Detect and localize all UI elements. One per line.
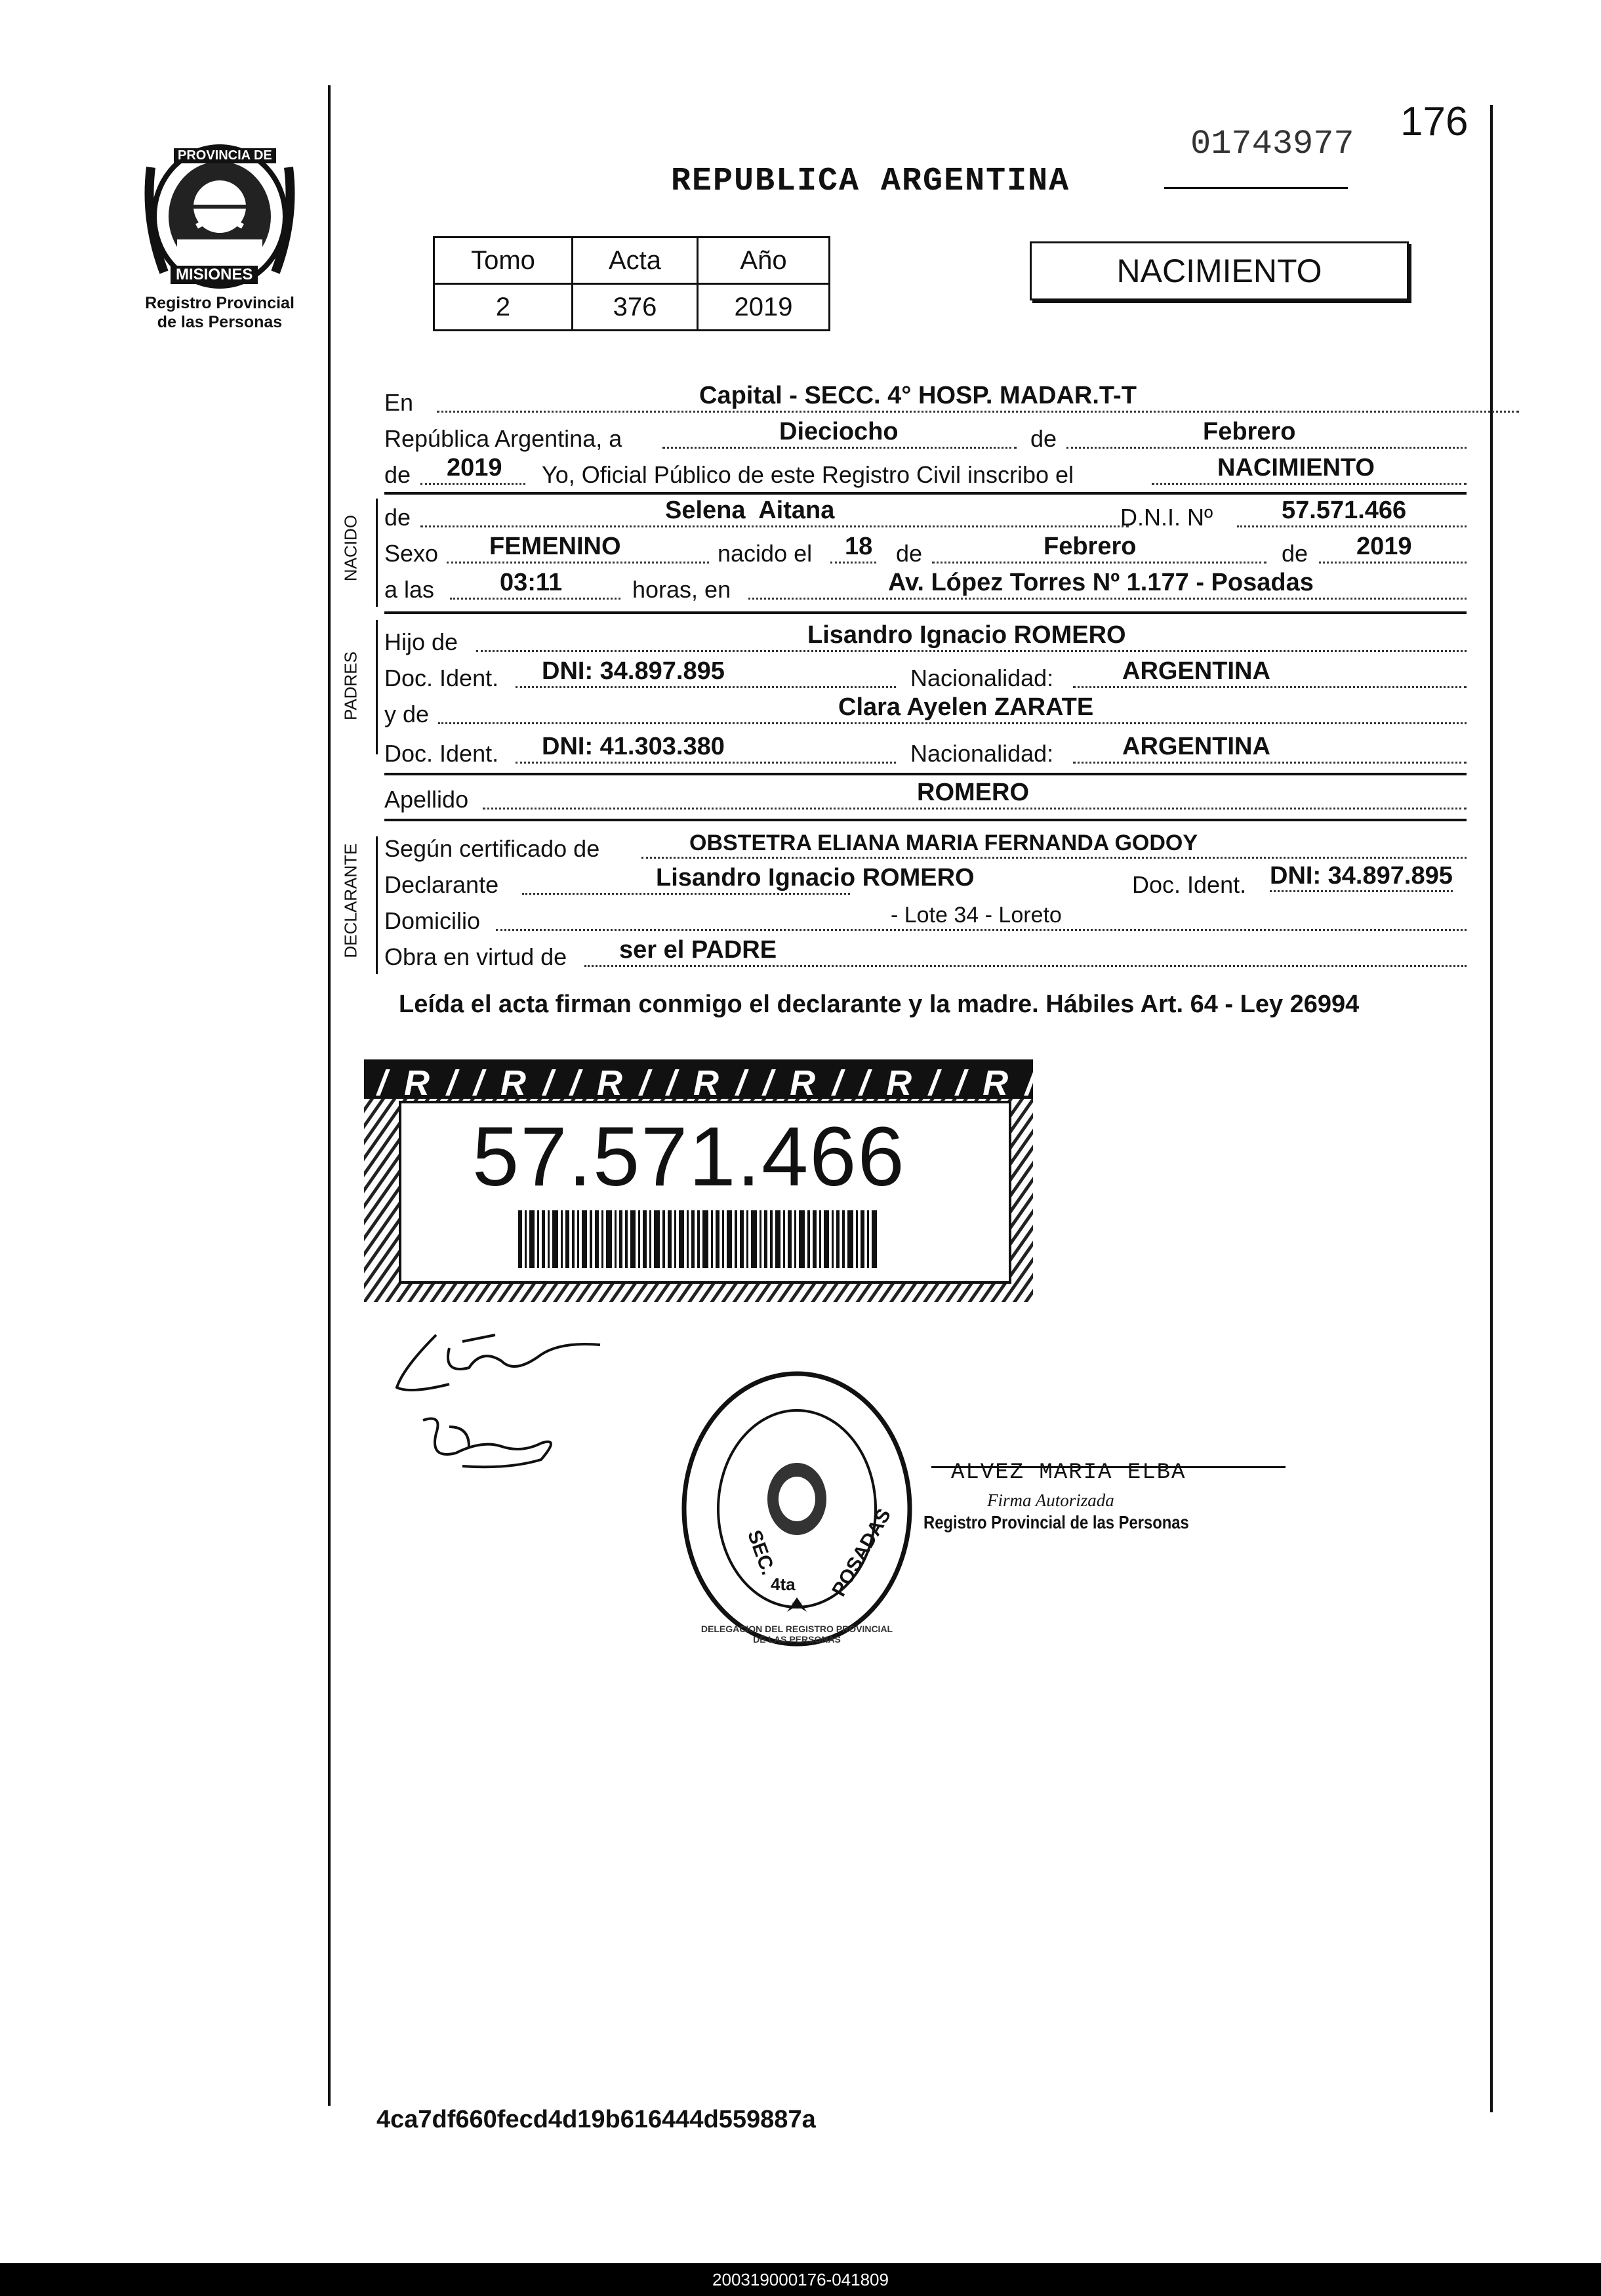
- de-label: de: [1282, 540, 1308, 567]
- seal-ring-text: DELEGACION DEL REGISTRO PROVINCIAL DE LAS PERSONAS: [700, 1624, 893, 1645]
- republica-label: República Argentina, a: [384, 425, 622, 452]
- sticker-pattern-4: /R/: [666, 1063, 763, 1103]
- hijo-de-label: Hijo de: [384, 628, 458, 655]
- row-en: [384, 384, 1467, 417]
- dotted-line: [1237, 525, 1467, 527]
- dotted-line: [641, 857, 1467, 859]
- serial-number: 01743977: [1190, 125, 1354, 163]
- declarante-label: Declarante: [384, 871, 499, 898]
- section-divider: [384, 492, 1467, 495]
- sticker-dni-number: 57.571.466: [472, 1110, 906, 1204]
- de-label: de: [896, 540, 923, 567]
- dotted-line: [516, 686, 896, 688]
- dotted-line: [932, 562, 1267, 564]
- month-value: Febrero: [1203, 418, 1296, 445]
- table-header-tomo: Tomo: [434, 237, 573, 284]
- dotted-line: [447, 562, 709, 564]
- apellido-label: Apellido: [384, 786, 469, 813]
- dotted-line: [662, 447, 1017, 449]
- padres-section-label: PADRES: [340, 651, 361, 720]
- apellido-value: ROMERO: [917, 779, 1029, 806]
- seal-inner-4ta: 4ta: [771, 1574, 796, 1594]
- dotted-line: [516, 762, 896, 764]
- dotted-line: [1066, 447, 1467, 449]
- segun-label: Según certificado de: [384, 835, 600, 862]
- row-sexo: [384, 535, 1467, 567]
- footer-code: 200319000176-041809: [0, 2263, 1601, 2296]
- day-value: Dieciocho: [779, 418, 899, 445]
- nacionalidad-label: Nacionalidad:: [910, 740, 1054, 767]
- madre-nacionalidad-value: ARGENTINA: [1122, 733, 1270, 760]
- right-margin-line: [1490, 105, 1493, 2112]
- row-hora: [384, 571, 1467, 604]
- sticker-pattern-1: /R/: [377, 1063, 474, 1103]
- authorized-signer-institution: Registro Provincial de las Personas: [923, 1512, 1189, 1532]
- logo-caption-line2: de las Personas: [157, 313, 283, 331]
- row-madre: [384, 695, 1467, 728]
- madre-nombre-value: Clara Ayelen ZARATE: [838, 693, 1094, 721]
- logo-bottom-text: MISIONES: [171, 266, 258, 284]
- dotted-line: [437, 411, 1519, 413]
- obra-value: ser el PADRE: [619, 936, 777, 964]
- seal-inner-posadas: POSADAS: [828, 1505, 896, 1601]
- sticker-pattern-3: /R/: [570, 1063, 667, 1103]
- dotted-line: [496, 929, 1467, 931]
- dotted-line: [748, 598, 1467, 600]
- country-title: REPUBLICA ARGENTINA: [671, 163, 1070, 200]
- act-value: NACIMIENTO: [1217, 454, 1375, 482]
- dotted-line: [1073, 762, 1467, 764]
- dotted-line: [476, 650, 1467, 652]
- sticker-pattern-7: /R/: [956, 1063, 1053, 1103]
- a-las-label: a las: [384, 576, 435, 603]
- y-de-label: y de: [384, 701, 430, 728]
- sticker-pattern-text: [377, 1063, 1052, 1103]
- row-padre: [384, 623, 1467, 656]
- row-domicilio: [384, 902, 1467, 935]
- nacido-el-label: nacido el: [718, 540, 813, 567]
- padre-nombre-value: Lisandro Ignacio ROMERO: [807, 621, 1126, 649]
- authorized-signer-name: ALVEZ MARIA ELBA: [951, 1460, 1186, 1485]
- signature-madre: [410, 1407, 567, 1473]
- dotted-line: [522, 893, 850, 895]
- segun-value: OBSTETRA ELIANA MARIA FERNANDA GODOY: [689, 830, 1198, 855]
- table-header-acta: Acta: [573, 237, 698, 284]
- de-label: de: [384, 504, 411, 531]
- sticker-barcode: [518, 1210, 879, 1268]
- dotted-line: [420, 525, 1129, 527]
- row-apellido: [384, 781, 1467, 813]
- row-padre-doc: [384, 659, 1467, 692]
- birth-month-value: Febrero: [1044, 533, 1137, 560]
- birth-year-value: 2019: [1356, 533, 1412, 560]
- obra-label: Obra en virtud de: [384, 943, 567, 970]
- seal-inner-sec: SEC.: [743, 1527, 779, 1578]
- nacido-section-bar: [376, 499, 378, 607]
- logo-top-text: PROVINCIA DE: [174, 148, 276, 163]
- sticker-pattern-2: /R/: [474, 1063, 571, 1103]
- hora-value: 03:11: [500, 569, 563, 596]
- domicilio-value: - Lote 34 - Loreto: [891, 903, 1062, 928]
- table-value-tomo: 2: [434, 284, 573, 331]
- lugar-registro-value: Capital - SECC. 4° HOSP. MADAR.T-T: [699, 382, 1137, 409]
- section-divider: [384, 773, 1467, 775]
- en-label: En: [384, 389, 414, 416]
- dotted-line: [1073, 686, 1467, 688]
- dotted-line: [1319, 562, 1467, 564]
- madre-dni-value: DNI: 41.303.380: [542, 733, 725, 760]
- padre-dni-value: DNI: 34.897.895: [542, 657, 725, 685]
- logo-caption: [115, 294, 325, 332]
- table-value-acta: 376: [573, 284, 698, 331]
- dotted-line: [420, 483, 525, 485]
- official-text: Yo, Oficial Público de este Registro Civil inscribo el: [542, 461, 1074, 488]
- domicilio-label: Domicilio: [384, 907, 481, 934]
- record-table: [433, 236, 830, 331]
- logo-caption-line1: Registro Provincial: [145, 294, 294, 312]
- authorized-signer-role: Firma Autorizada: [987, 1490, 1114, 1510]
- section-divider: [384, 819, 1467, 821]
- table-value-anio: 2019: [698, 284, 830, 331]
- signature-declarante: [390, 1322, 613, 1401]
- document-type-box: NACIMIENTO: [1030, 241, 1409, 300]
- sticker-pattern-6: /R/: [859, 1063, 956, 1103]
- dni-label: D.N.I. Nº: [1120, 504, 1213, 531]
- declarante-value: Lisandro Ignacio ROMERO: [656, 864, 975, 892]
- doc-ident-label: Doc. Ident.: [384, 740, 499, 767]
- dotted-line: [438, 722, 1467, 724]
- dotted-line: [584, 965, 1467, 967]
- horas-en-label: horas, en: [632, 576, 731, 603]
- row-segun: [384, 830, 1467, 863]
- sexo-label: Sexo: [384, 540, 439, 567]
- row-madre-doc: [384, 735, 1467, 768]
- row-nombre: [384, 499, 1467, 531]
- dotted-line: [483, 808, 1467, 810]
- sexo-value: FEMENINO: [489, 533, 621, 560]
- dotted-line: [1152, 483, 1467, 485]
- dni-value: 57.571.466: [1282, 497, 1407, 524]
- sticker-pattern-5: /R/: [763, 1063, 860, 1103]
- nombre-value: Selena Aitana: [665, 497, 835, 524]
- left-margin-line: [328, 85, 331, 2106]
- table-header-anio: Año: [698, 237, 830, 284]
- row-declarante: [384, 862, 1467, 899]
- row-fecha: [384, 420, 1467, 453]
- lugar-nacimiento-value: Av. López Torres Nº 1.177 - Posadas: [888, 569, 1314, 596]
- nacionalidad-label: Nacionalidad:: [910, 665, 1054, 691]
- padres-section-bar: [376, 620, 378, 754]
- nacido-section-label: NACIDO: [340, 514, 361, 582]
- de-label: de: [1030, 425, 1057, 452]
- row-oficial: [384, 456, 1467, 489]
- dotted-line: [450, 598, 620, 600]
- section-divider: [384, 611, 1467, 614]
- page-number: 176: [1400, 99, 1469, 144]
- year-value: 2019: [447, 454, 502, 482]
- dotted-line: [830, 562, 876, 564]
- row-obra: [384, 938, 1467, 971]
- document-hash: 4ca7df660fecd4d19b616444d559887a: [376, 2106, 816, 2133]
- de-label: de: [384, 461, 411, 488]
- declarante-dni-value: DNI: 34.897.895: [1270, 862, 1453, 892]
- legal-text: Leída el acta firman conmigo el declarante y la madre. Hábiles Art. 64 - Ley 26994: [399, 991, 1360, 1018]
- doc-ident-label: Doc. Ident.: [384, 665, 499, 691]
- serial-underline: [1164, 187, 1348, 189]
- declarante-section-label: DECLARANTE: [340, 843, 361, 958]
- padre-nacionalidad-value: ARGENTINA: [1122, 657, 1270, 685]
- declarante-section-bar: [376, 836, 378, 974]
- doc-ident-label: Doc. Ident.: [1132, 871, 1247, 898]
- birth-day-value: 18: [845, 533, 873, 560]
